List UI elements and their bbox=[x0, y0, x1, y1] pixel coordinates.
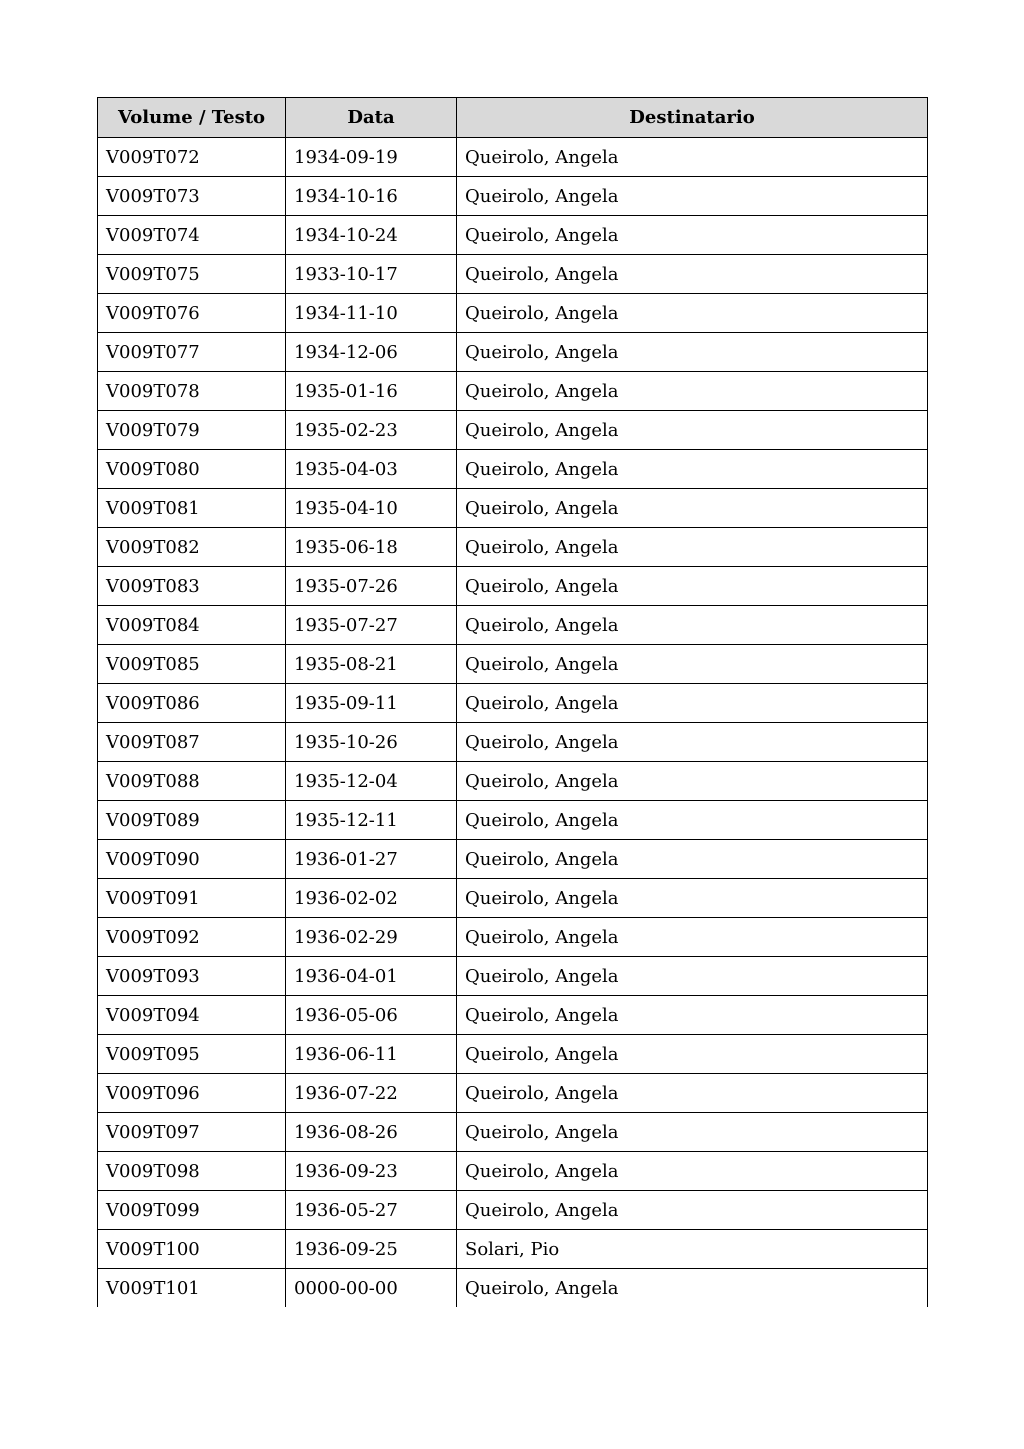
table-row bbox=[98, 879, 928, 918]
cell-data: 1936-01-27 bbox=[286, 840, 457, 879]
cell-data: 1935-06-18 bbox=[286, 528, 457, 567]
column-header-volume-testo: Volume / Testo bbox=[98, 98, 286, 138]
cell-data: 1935-07-27 bbox=[286, 606, 457, 645]
cell-volume-testo: V009T081 bbox=[98, 489, 286, 528]
cell-volume-testo: V009T072 bbox=[98, 138, 286, 177]
cell-destinatario: Queirolo, Angela bbox=[457, 411, 928, 450]
cell-volume-testo: V009T093 bbox=[98, 957, 286, 996]
cell-destinatario: Queirolo, Angela bbox=[457, 762, 928, 801]
table-row bbox=[98, 645, 928, 684]
table-row bbox=[98, 1152, 928, 1191]
cell-volume-testo: V009T075 bbox=[98, 255, 286, 294]
table-row bbox=[98, 567, 928, 606]
cell-volume-testo: V009T099 bbox=[98, 1191, 286, 1230]
cell-data: 1936-05-06 bbox=[286, 996, 457, 1035]
cell-destinatario: Queirolo, Angela bbox=[457, 489, 928, 528]
table-row bbox=[98, 177, 928, 216]
table-row bbox=[98, 762, 928, 801]
table-row bbox=[98, 489, 928, 528]
column-header-data: Data bbox=[286, 98, 457, 138]
cell-data: 1936-04-01 bbox=[286, 957, 457, 996]
cell-destinatario: Queirolo, Angela bbox=[457, 216, 928, 255]
cell-destinatario: Queirolo, Angela bbox=[457, 567, 928, 606]
cell-destinatario: Queirolo, Angela bbox=[457, 879, 928, 918]
table-row bbox=[98, 411, 928, 450]
cell-data: 1935-10-26 bbox=[286, 723, 457, 762]
cell-destinatario: Queirolo, Angela bbox=[457, 450, 928, 489]
cell-destinatario: Queirolo, Angela bbox=[457, 1035, 928, 1074]
letters-table bbox=[97, 97, 928, 1307]
cell-volume-testo: V009T088 bbox=[98, 762, 286, 801]
cell-volume-testo: V009T091 bbox=[98, 879, 286, 918]
cell-data: 1935-12-11 bbox=[286, 801, 457, 840]
cell-data: 1936-09-23 bbox=[286, 1152, 457, 1191]
cell-volume-testo: V009T100 bbox=[98, 1230, 286, 1269]
cell-data: 1935-07-26 bbox=[286, 567, 457, 606]
table-row bbox=[98, 333, 928, 372]
table-row bbox=[98, 918, 928, 957]
cell-volume-testo: V009T086 bbox=[98, 684, 286, 723]
cell-data: 1935-02-23 bbox=[286, 411, 457, 450]
table-row bbox=[98, 528, 928, 567]
table-body bbox=[98, 138, 928, 1308]
cell-volume-testo: V009T098 bbox=[98, 1152, 286, 1191]
cell-volume-testo: V009T085 bbox=[98, 645, 286, 684]
cell-destinatario: Solari, Pio bbox=[457, 1230, 928, 1269]
cell-destinatario: Queirolo, Angela bbox=[457, 840, 928, 879]
cell-volume-testo: V009T074 bbox=[98, 216, 286, 255]
cell-destinatario: Queirolo, Angela bbox=[457, 606, 928, 645]
table-row bbox=[98, 684, 928, 723]
table-row bbox=[98, 1191, 928, 1230]
cell-volume-testo: V009T096 bbox=[98, 1074, 286, 1113]
cell-data: 1936-06-11 bbox=[286, 1035, 457, 1074]
cell-destinatario: Queirolo, Angela bbox=[457, 1074, 928, 1113]
cell-data: 0000-00-00 bbox=[286, 1269, 457, 1308]
cell-destinatario: Queirolo, Angela bbox=[457, 723, 928, 762]
cell-destinatario: Queirolo, Angela bbox=[457, 996, 928, 1035]
cell-volume-testo: V009T084 bbox=[98, 606, 286, 645]
table-row bbox=[98, 723, 928, 762]
table-row bbox=[98, 801, 928, 840]
cell-destinatario: Queirolo, Angela bbox=[457, 801, 928, 840]
cell-data: 1935-01-16 bbox=[286, 372, 457, 411]
cell-data: 1935-08-21 bbox=[286, 645, 457, 684]
table-row bbox=[98, 1230, 928, 1269]
cell-data: 1934-10-16 bbox=[286, 177, 457, 216]
cell-data: 1934-09-19 bbox=[286, 138, 457, 177]
table-row bbox=[98, 216, 928, 255]
cell-volume-testo: V009T073 bbox=[98, 177, 286, 216]
cell-volume-testo: V009T097 bbox=[98, 1113, 286, 1152]
cell-data: 1935-04-10 bbox=[286, 489, 457, 528]
table-row bbox=[98, 957, 928, 996]
cell-destinatario: Queirolo, Angela bbox=[457, 528, 928, 567]
cell-destinatario: Queirolo, Angela bbox=[457, 294, 928, 333]
table-row bbox=[98, 138, 928, 177]
header-row bbox=[98, 98, 928, 138]
table-row bbox=[98, 1269, 928, 1308]
cell-volume-testo: V009T090 bbox=[98, 840, 286, 879]
table-row bbox=[98, 450, 928, 489]
table-row bbox=[98, 840, 928, 879]
cell-data: 1935-04-03 bbox=[286, 450, 457, 489]
table-row bbox=[98, 255, 928, 294]
table-row bbox=[98, 294, 928, 333]
table-row bbox=[98, 606, 928, 645]
cell-volume-testo: V009T080 bbox=[98, 450, 286, 489]
cell-volume-testo: V009T089 bbox=[98, 801, 286, 840]
cell-data: 1934-11-10 bbox=[286, 294, 457, 333]
cell-data: 1936-02-02 bbox=[286, 879, 457, 918]
cell-data: 1935-12-04 bbox=[286, 762, 457, 801]
cell-volume-testo: V009T083 bbox=[98, 567, 286, 606]
cell-data: 1936-09-25 bbox=[286, 1230, 457, 1269]
cell-destinatario: Queirolo, Angela bbox=[457, 1113, 928, 1152]
cell-volume-testo: V009T076 bbox=[98, 294, 286, 333]
cell-destinatario: Queirolo, Angela bbox=[457, 1152, 928, 1191]
table-row bbox=[98, 372, 928, 411]
cell-volume-testo: V009T092 bbox=[98, 918, 286, 957]
table-header bbox=[98, 98, 928, 138]
cell-destinatario: Queirolo, Angela bbox=[457, 957, 928, 996]
cell-volume-testo: V009T078 bbox=[98, 372, 286, 411]
cell-volume-testo: V009T077 bbox=[98, 333, 286, 372]
cell-destinatario: Queirolo, Angela bbox=[457, 333, 928, 372]
cell-data: 1934-10-24 bbox=[286, 216, 457, 255]
cell-data: 1936-08-26 bbox=[286, 1113, 457, 1152]
column-header-destinatario: Destinatario bbox=[457, 98, 928, 138]
cell-volume-testo: V009T087 bbox=[98, 723, 286, 762]
cell-data: 1936-07-22 bbox=[286, 1074, 457, 1113]
table-row bbox=[98, 996, 928, 1035]
table-row bbox=[98, 1074, 928, 1113]
cell-data: 1936-02-29 bbox=[286, 918, 457, 957]
cell-destinatario: Queirolo, Angela bbox=[457, 1191, 928, 1230]
cell-destinatario: Queirolo, Angela bbox=[457, 177, 928, 216]
cell-destinatario: Queirolo, Angela bbox=[457, 138, 928, 177]
cell-data: 1933-10-17 bbox=[286, 255, 457, 294]
table-row bbox=[98, 1113, 928, 1152]
cell-destinatario: Queirolo, Angela bbox=[457, 684, 928, 723]
cell-volume-testo: V009T094 bbox=[98, 996, 286, 1035]
cell-destinatario: Queirolo, Angela bbox=[457, 255, 928, 294]
cell-volume-testo: V009T095 bbox=[98, 1035, 286, 1074]
cell-volume-testo: V009T082 bbox=[98, 528, 286, 567]
cell-volume-testo: V009T101 bbox=[98, 1269, 286, 1308]
cell-volume-testo: V009T079 bbox=[98, 411, 286, 450]
cell-data: 1936-05-27 bbox=[286, 1191, 457, 1230]
cell-destinatario: Queirolo, Angela bbox=[457, 645, 928, 684]
cell-destinatario: Queirolo, Angela bbox=[457, 918, 928, 957]
cell-data: 1935-09-11 bbox=[286, 684, 457, 723]
cell-data: 1934-12-06 bbox=[286, 333, 457, 372]
cell-destinatario: Queirolo, Angela bbox=[457, 372, 928, 411]
table-row bbox=[98, 1035, 928, 1074]
cell-destinatario: Queirolo, Angela bbox=[457, 1269, 928, 1308]
